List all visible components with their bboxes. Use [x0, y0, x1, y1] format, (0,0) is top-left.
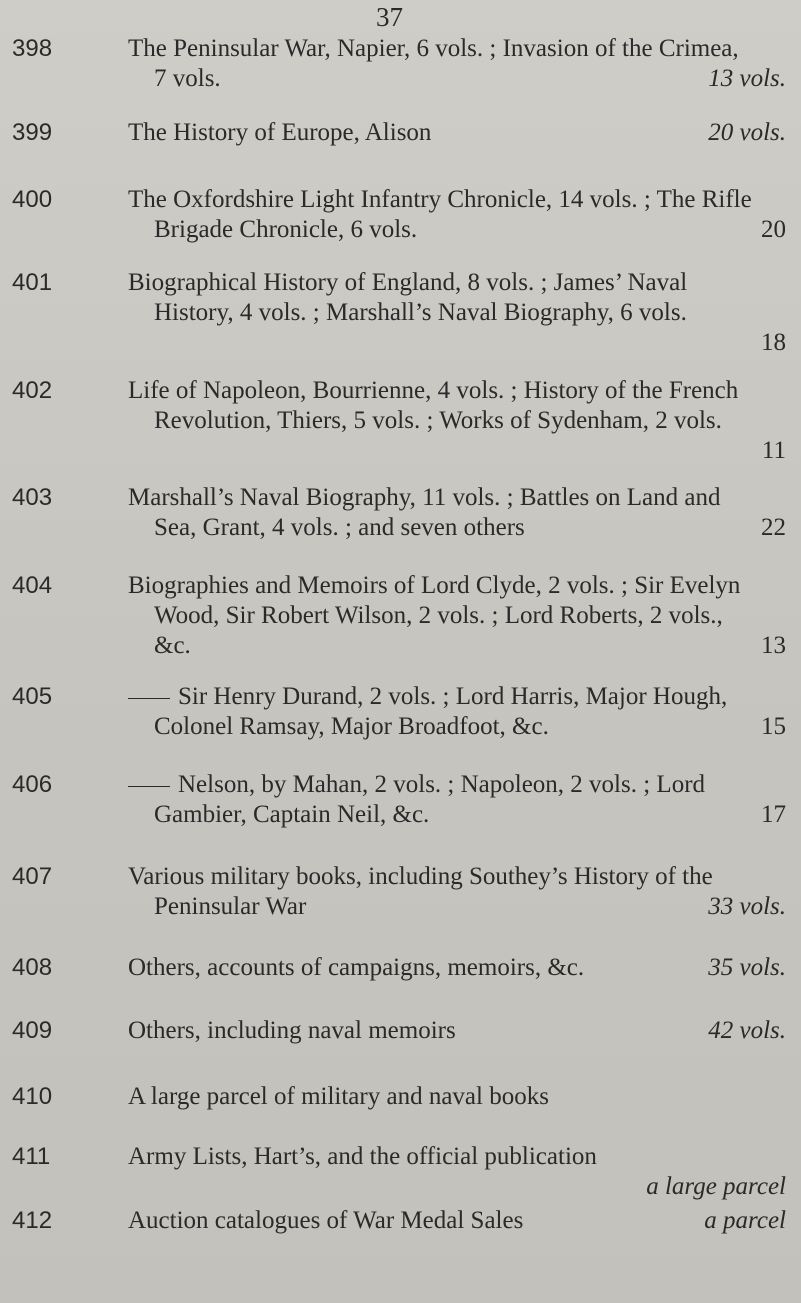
lot-description [128, 571, 790, 661]
lot-number: 412 [12, 1207, 53, 1234]
lot-line: 7 vols. [154, 65, 221, 92]
lot-line: Peninsular War [154, 893, 307, 920]
lot-quantity: 18 [761, 329, 786, 356]
lot-quantity: 20 vols. [708, 119, 786, 146]
lot-description [128, 1082, 790, 1112]
lot-line: Colonel Ramsay, Major Broadfoot, &c. [154, 713, 549, 740]
lot-line: Others, accounts of campaigns, memoirs, &c. [128, 954, 585, 981]
ditto-dash [128, 786, 170, 787]
lot-quantity: a large parcel [646, 1173, 786, 1200]
lot-quantity: 20 [761, 216, 786, 243]
lot-number: 404 [12, 572, 53, 599]
lot-number: 402 [12, 377, 53, 404]
lot-line: &c. [154, 632, 191, 659]
lot-description [128, 1206, 790, 1236]
lot-number: 410 [12, 1083, 53, 1110]
lot-number: 407 [12, 863, 53, 890]
lot-line: Sea, Grant, 4 vols. ; and seven others [154, 514, 525, 541]
lot-quantity: 17 [761, 801, 786, 828]
lot-number: 399 [12, 119, 53, 146]
lot-quantity: 35 vols. [708, 954, 786, 981]
lot-number: 398 [12, 35, 53, 62]
lot-quantity: 22 [761, 514, 786, 541]
ditto-dash [128, 698, 170, 699]
lot-line: Various military books, including Southey’s History of the [128, 863, 713, 890]
lot-description [128, 862, 790, 922]
lot-number: 403 [12, 484, 53, 511]
lot-line: A large parcel of military and naval books [128, 1083, 549, 1110]
lot-description [128, 268, 790, 358]
lot-line: Auction catalogues of War Medal Sales [128, 1207, 524, 1234]
lot-number: 406 [12, 771, 53, 798]
lot-description [128, 185, 790, 245]
lot-number: 409 [12, 1017, 53, 1044]
lot-line: Others, including naval memoirs [128, 1017, 456, 1044]
lot-line: History, 4 vols. ; Marshall’s Naval Biography, 6 vols. [154, 299, 687, 326]
lot-quantity: 33 vols. [708, 893, 786, 920]
lot-description [128, 1016, 790, 1046]
lot-number: 400 [12, 186, 53, 213]
lot-line: The Oxfordshire Light Infantry Chronicle, 14 vols. ; The Rifle [128, 186, 752, 213]
lot-line: Biographies and Memoirs of Lord Clyde, 2 vols. ; Sir Evelyn [128, 572, 741, 599]
lot-description [128, 682, 790, 742]
lot-description [128, 1142, 790, 1202]
lot-quantity: 15 [761, 713, 786, 740]
lot-number: 401 [12, 269, 53, 296]
page-number: 37 [376, 2, 403, 32]
lot-description [128, 376, 790, 466]
lot-line: Revolution, Thiers, 5 vols. ; Works of Sydenham, 2 vols. [154, 407, 722, 434]
lot-quantity: a parcel [704, 1207, 786, 1234]
lot-line: Life of Napoleon, Bourrienne, 4 vols. ; History of the French [128, 377, 739, 404]
lot-number: 411 [12, 1143, 51, 1170]
lot-description [128, 953, 790, 983]
lot-line: Wood, Sir Robert Wilson, 2 vols. ; Lord Roberts, 2 vols., [154, 602, 723, 629]
lot-line: Nelson, by Mahan, 2 vols. ; Napoleon, 2 vols. ; Lord [178, 771, 706, 798]
lot-quantity: 13 vols. [708, 65, 786, 92]
lot-quantity: 13 [761, 632, 786, 659]
lot-line: Sir Henry Durand, 2 vols. ; Lord Harris, Major Hough, [178, 683, 728, 710]
lot-line: Gambier, Captain Neil, &c. [154, 801, 430, 828]
lot-line: The History of Europe, Alison [128, 119, 432, 146]
lot-line: Brigade Chronicle, 6 vols. [154, 216, 418, 243]
lot-line: The Peninsular War, Napier, 6 vols. ; Invasion of the Crimea, [128, 35, 739, 62]
lot-number: 405 [12, 683, 53, 710]
lot-description [128, 118, 790, 148]
lot-quantity: 42 vols. [708, 1017, 786, 1044]
lot-line: Biographical History of England, 8 vols. ; James’ Naval [128, 269, 688, 296]
lot-description [128, 770, 790, 830]
lot-line: Army Lists, Hart’s, and the official publication [128, 1143, 597, 1170]
lot-line: Marshall’s Naval Biography, 11 vols. ; Battles on Land and [128, 484, 721, 511]
lot-quantity: 11 [761, 437, 786, 464]
lot-description [128, 34, 790, 94]
lot-number: 408 [12, 954, 53, 981]
lot-description [128, 483, 790, 543]
